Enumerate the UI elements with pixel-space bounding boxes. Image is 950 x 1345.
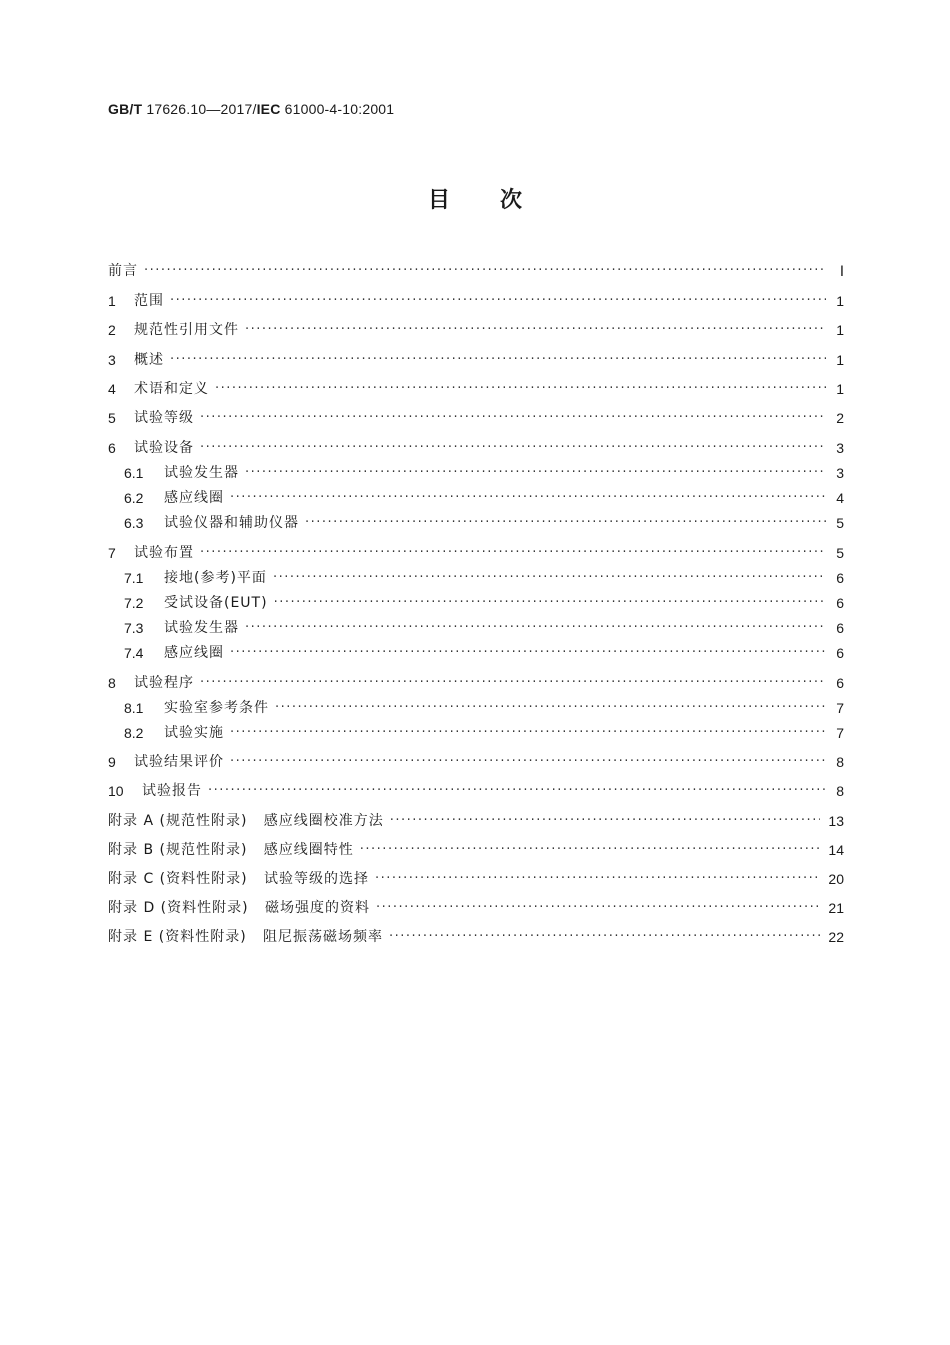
toc-leader-dots bbox=[230, 722, 826, 744]
toc-entry-number: 6.1 bbox=[124, 465, 144, 481]
toc-entry-page: 21 bbox=[828, 900, 844, 916]
standard-prefix: GB/T bbox=[108, 101, 143, 117]
toc-entry-label: 感应线圈 bbox=[164, 490, 224, 506]
toc-leader-dots bbox=[215, 378, 826, 400]
toc-entry-5[interactable] bbox=[108, 407, 844, 429]
toc-entry-label: 试验程序 bbox=[134, 675, 194, 691]
toc-leader-dots bbox=[390, 810, 821, 832]
toc-entry-page: 20 bbox=[828, 871, 844, 887]
toc-entry-number: 7 bbox=[108, 545, 116, 561]
toc-entry-page: 3 bbox=[836, 465, 844, 481]
toc-leader-dots bbox=[360, 839, 821, 861]
toc-entry-page: 5 bbox=[836, 545, 844, 561]
toc-entry-label: 附录 B (规范性附录) 感应线圈特性 bbox=[108, 842, 354, 858]
toc-leader-dots bbox=[230, 751, 826, 773]
toc-entry-10[interactable] bbox=[108, 780, 844, 802]
toc-entry-page: 5 bbox=[836, 515, 844, 531]
toc-entry-page: 7 bbox=[836, 700, 844, 716]
toc-entry-label: 试验实施 bbox=[164, 725, 224, 741]
toc-leader-dots bbox=[230, 487, 826, 509]
toc-leader-dots bbox=[245, 617, 826, 639]
toc-entry-label: 范围 bbox=[134, 293, 164, 309]
toc-entry-8[interactable] bbox=[108, 672, 844, 694]
toc-entry-page: 6 bbox=[836, 675, 844, 691]
toc-entry-6-3[interactable] bbox=[124, 512, 844, 534]
toc-entry-number: 4 bbox=[108, 381, 116, 397]
toc-entry-7-4[interactable] bbox=[124, 642, 844, 664]
toc-entry-label: 附录 E (资料性附录) 阻尼振荡磁场频率 bbox=[108, 929, 384, 945]
toc-entry-page: 1 bbox=[836, 322, 844, 338]
toc-entry-label: 实验室参考条件 bbox=[164, 700, 269, 716]
toc-entry-number: 7.3 bbox=[124, 620, 144, 636]
toc-entry-label: 接地(参考)平面 bbox=[164, 570, 267, 586]
toc-entry-1[interactable] bbox=[108, 290, 844, 312]
toc-entry-3[interactable] bbox=[108, 349, 844, 371]
toc-entry-page: 1 bbox=[836, 352, 844, 368]
toc-entry-page: 8 bbox=[836, 754, 844, 770]
toc-leader-dots bbox=[305, 512, 826, 534]
toc-entry-6-1[interactable] bbox=[124, 462, 844, 484]
toc-leader-dots bbox=[200, 407, 826, 429]
toc-entry-page: 3 bbox=[836, 440, 844, 456]
iec-number: 61000-4-10:2001 bbox=[284, 101, 395, 117]
toc-entry-label: 附录 A (规范性附录) 感应线圈校准方法 bbox=[108, 813, 384, 829]
toc-entry-7-2[interactable] bbox=[124, 592, 844, 614]
toc-leader-dots bbox=[200, 542, 826, 564]
toc-entry-page: 1 bbox=[836, 381, 844, 397]
toc-entry-label: 概述 bbox=[134, 352, 164, 368]
toc-entry-label: 试验设备 bbox=[134, 440, 194, 456]
toc-entry-page: 6 bbox=[836, 595, 844, 611]
title-char-1: 目 bbox=[427, 188, 450, 213]
toc-entry-label: 附录 C (资料性附录) 试验等级的选择 bbox=[108, 871, 369, 887]
toc-entry-6-2[interactable] bbox=[124, 487, 844, 509]
toc-entry-annex-e[interactable] bbox=[108, 926, 844, 948]
toc-entry-8-1[interactable] bbox=[124, 697, 844, 719]
title-char-2: 次 bbox=[500, 188, 523, 213]
toc-entry-number: 3 bbox=[108, 352, 116, 368]
toc-entry-label: 前言 bbox=[108, 263, 138, 279]
toc-entry-label: 试验发生器 bbox=[164, 620, 239, 636]
toc-entry-page: 14 bbox=[828, 842, 844, 858]
toc-leader-dots bbox=[170, 349, 826, 371]
toc-leader-dots bbox=[230, 642, 826, 664]
toc-entry-number: 6.2 bbox=[124, 490, 144, 506]
toc-entry-label: 受试设备(EUT) bbox=[164, 595, 268, 611]
toc-entry-annex-b[interactable] bbox=[108, 839, 844, 861]
toc-leader-dots bbox=[200, 437, 826, 459]
toc-entry-annex-a[interactable] bbox=[108, 810, 844, 832]
toc-leader-dots bbox=[245, 319, 826, 341]
toc-leader-dots bbox=[375, 868, 820, 890]
toc-leader-dots bbox=[200, 672, 826, 694]
toc-entry-page: 4 bbox=[836, 490, 844, 506]
toc-entry-label: 试验报告 bbox=[142, 783, 202, 799]
toc-entry-6[interactable] bbox=[108, 437, 844, 459]
table-of-contents bbox=[108, 0, 844, 1345]
toc-entry-foreword[interactable] bbox=[108, 260, 844, 282]
toc-entry-number: 10 bbox=[108, 783, 124, 799]
toc-entry-page: 8 bbox=[836, 783, 844, 799]
toc-entry-number: 9 bbox=[108, 754, 116, 770]
toc-entry-2[interactable] bbox=[108, 319, 844, 341]
toc-leader-dots bbox=[376, 897, 820, 919]
toc-entry-7[interactable] bbox=[108, 542, 844, 564]
toc-entry-label: 试验布置 bbox=[134, 545, 194, 561]
toc-entry-page: 22 bbox=[828, 929, 844, 945]
toc-entry-page: 7 bbox=[836, 725, 844, 741]
toc-entry-number: 2 bbox=[108, 322, 116, 338]
toc-entry-page: Ⅰ bbox=[839, 263, 844, 279]
toc-entry-number: 8.1 bbox=[124, 700, 144, 716]
toc-entry-number: 8.2 bbox=[124, 725, 144, 741]
iec-prefix: IEC bbox=[256, 101, 281, 117]
toc-entry-9[interactable] bbox=[108, 751, 844, 773]
toc-entry-label: 附录 D (资料性附录) 磁场强度的资料 bbox=[108, 900, 370, 916]
toc-entry-annex-c[interactable] bbox=[108, 868, 844, 890]
standard-number: 17626.10—2017/ bbox=[146, 101, 257, 117]
toc-entry-page: 6 bbox=[836, 570, 844, 586]
toc-entry-number: 8 bbox=[108, 675, 116, 691]
toc-leader-dots bbox=[170, 290, 826, 312]
toc-entry-page: 6 bbox=[836, 645, 844, 661]
toc-entry-label: 规范性引用文件 bbox=[134, 322, 239, 338]
toc-entry-number: 7.4 bbox=[124, 645, 144, 661]
toc-entry-number: 6 bbox=[108, 440, 116, 456]
toc-entry-number: 7.1 bbox=[124, 570, 144, 586]
toc-leader-dots bbox=[275, 697, 826, 719]
toc-entry-page: 6 bbox=[836, 620, 844, 636]
toc-entry-label: 试验结果评价 bbox=[134, 754, 224, 770]
toc-entry-number: 5 bbox=[108, 410, 116, 426]
toc-entry-label: 术语和定义 bbox=[134, 381, 209, 397]
toc-entry-number: 1 bbox=[108, 293, 116, 309]
toc-leader-dots bbox=[274, 592, 826, 614]
toc-leader-dots bbox=[389, 926, 820, 948]
toc-leader-dots bbox=[245, 462, 826, 484]
toc-entry-number: 7.2 bbox=[124, 595, 144, 611]
toc-entry-page: 1 bbox=[836, 293, 844, 309]
toc-entry-page: 13 bbox=[828, 813, 844, 829]
toc-leader-dots bbox=[144, 260, 826, 282]
toc-leader-dots bbox=[208, 780, 826, 802]
toc-entry-8-2[interactable] bbox=[124, 722, 844, 744]
toc-entry-7-3[interactable] bbox=[124, 617, 844, 639]
toc-entry-page: 2 bbox=[836, 410, 844, 426]
toc-entry-annex-d[interactable] bbox=[108, 897, 844, 919]
toc-entry-label: 感应线圈 bbox=[164, 645, 224, 661]
toc-entry-label: 试验等级 bbox=[134, 410, 194, 426]
toc-entry-number: 6.3 bbox=[124, 515, 144, 531]
toc-entry-4[interactable] bbox=[108, 378, 844, 400]
toc-entry-7-1[interactable] bbox=[124, 567, 844, 589]
toc-entry-label: 试验发生器 bbox=[164, 465, 239, 481]
toc-entry-label: 试验仪器和辅助仪器 bbox=[164, 515, 299, 531]
toc-leader-dots bbox=[273, 567, 826, 589]
